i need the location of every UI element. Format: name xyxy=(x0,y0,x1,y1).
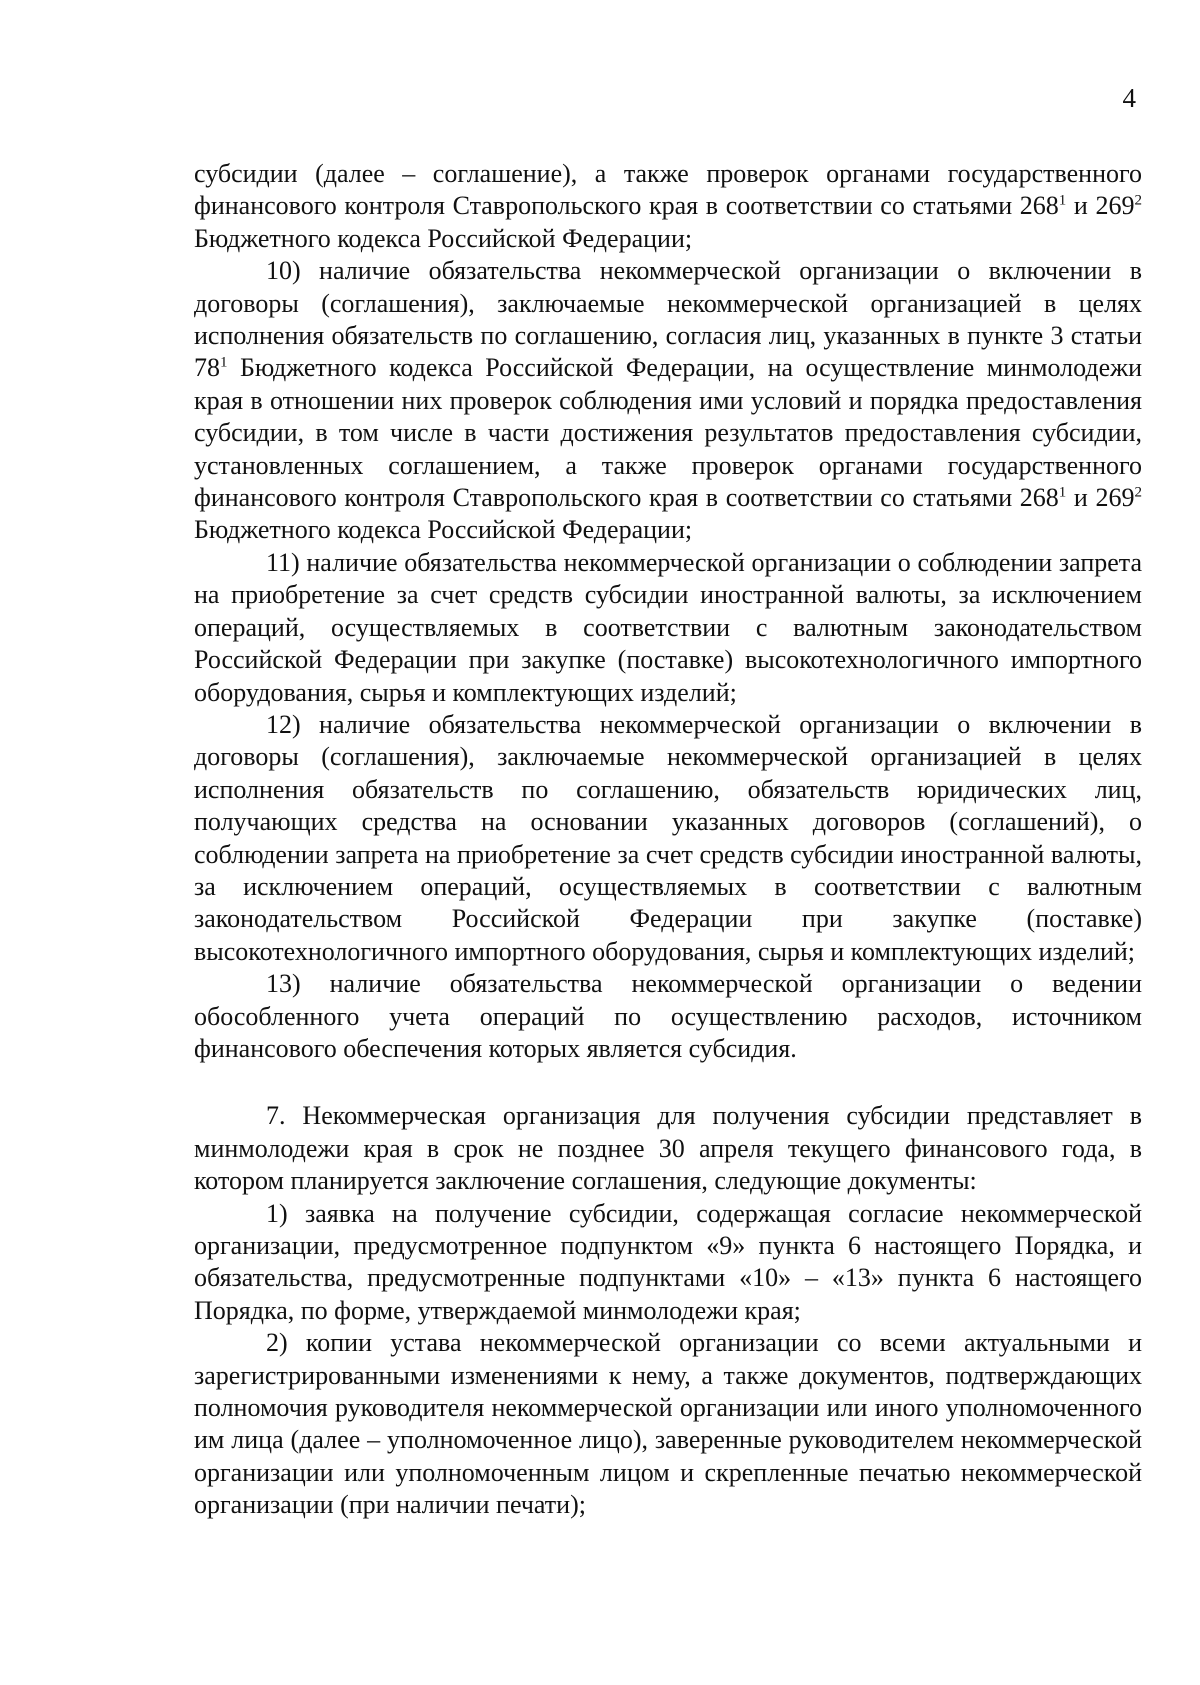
paragraph-text: Бюджетного кодекса Российской Федерации, на осуществление минмолодежи края в отношении них проверок соблюдения ими условий и порядка предоставления субсидии, в том числе в части достижения результатов предоставления субсидии, установленных соглашением, а также проверок органами государственного финансового контроля Ставропольского края в соответствии со статьями 268 xyxy=(194,353,1142,513)
paragraph-text: и 269 xyxy=(1066,191,1135,221)
paragraph-item-11 xyxy=(194,547,1142,709)
paragraph-text: 13) наличие обязательства некоммерческой организации о ведении обособленного учета операций по осуществлению расходов, источником финансового обеспечения которых является субсидия. xyxy=(194,969,1142,1063)
paragraph-text: 2) копии устава некоммерческой организации со всеми актуальными и зарегистрированными изменениями к нему, а также документов, подтверждающих полномочия руководителя некоммерческой организации или иного уполномоченного им лица (далее – уполномоченное лицо), заверенные руководителем некоммерческой организации или уполномоченным лицом и скрепленные печатью некоммерческой организации (при наличии печати); xyxy=(194,1328,1142,1520)
paragraph-text: Бюджетного кодекса Российской Федерации; xyxy=(194,515,693,545)
paragraph-text: и 269 xyxy=(1066,483,1135,513)
paragraph-text: 7. Некоммерческая организация для получения субсидии представляет в минмолодежи края в срок не позднее 30 апреля текущего финансового года, в котором планируется заключение соглашения, следующие документы: xyxy=(194,1101,1142,1196)
paragraph-text: 11) наличие обязательства некоммерческой организации о соблюдении запрета на приобретение за счет средств субсидии иностранной валюты, за исключением операций, осуществляемых в соответствии с валютным законодательством Российской Федерации при закупке (поставке) высокотехнологичного импортного оборудования, сырья и комплектующих изделий; xyxy=(194,547,1142,707)
superscript: 1 xyxy=(1058,192,1067,209)
superscript: 1 xyxy=(220,354,228,371)
superscript: 1 xyxy=(1058,484,1067,501)
paragraph-section-7-item-1 xyxy=(194,1198,1142,1328)
paragraph-section-7-item-2 xyxy=(194,1327,1142,1521)
paragraph-text: 10) наличие обязательства некоммерческой организации о включении в договоры (соглашения), заключаемые некоммерческой организацией в целях исполнения обязательств по соглашению, согласия лиц, указанных в пункте 3 статьи 78 xyxy=(194,256,1142,383)
superscript: 2 xyxy=(1134,484,1142,501)
paragraph-item-10 xyxy=(194,255,1142,547)
paragraph-text: 12) наличие обязательства некоммерческой организации о включении в договоры (соглашения), заключаемые некоммерческой организацией в целях исполнения обязательств по соглашению, обязательств юридических лиц, получающих средства на основании указанных договоров (соглашений), о соблюдении запрета на приобретение за счет средств субсидии иностранной валюты, за исключением операций, осуществляемых в соответствии с валютным законодательством Российской Федерации при закупке (поставке) высокотехнологичного импортного оборудования, сырья и комплектующих изделий; xyxy=(194,709,1142,966)
paragraph-text: субсидии (далее – соглашение), а также проверок органами государственного финансового контроля Ставропольского края в соответствии со статьями 268 xyxy=(194,159,1142,221)
superscript: 2 xyxy=(1134,192,1142,209)
paragraph-item-13 xyxy=(194,968,1142,1065)
document-body xyxy=(194,158,1142,1522)
paragraph-section-7 xyxy=(194,1100,1142,1197)
paragraph-text: 1) заявка на получение субсидии, содержащая согласие некоммерческой организации, предусмотренное подпунктом «9» пункта 6 настоящего Порядка, и обязательства, предусмотренные подпунктами «10» – «13» пункта 6 настоящего Порядка, по форме, утверждаемой минмолодежи края; xyxy=(194,1198,1142,1325)
page-number: 4 xyxy=(1122,83,1136,113)
paragraph-item-12 xyxy=(194,709,1142,968)
paragraph-subsidy-continuation xyxy=(194,158,1142,255)
paragraph-text: Бюджетного кодекса Российской Федерации; xyxy=(194,223,693,253)
